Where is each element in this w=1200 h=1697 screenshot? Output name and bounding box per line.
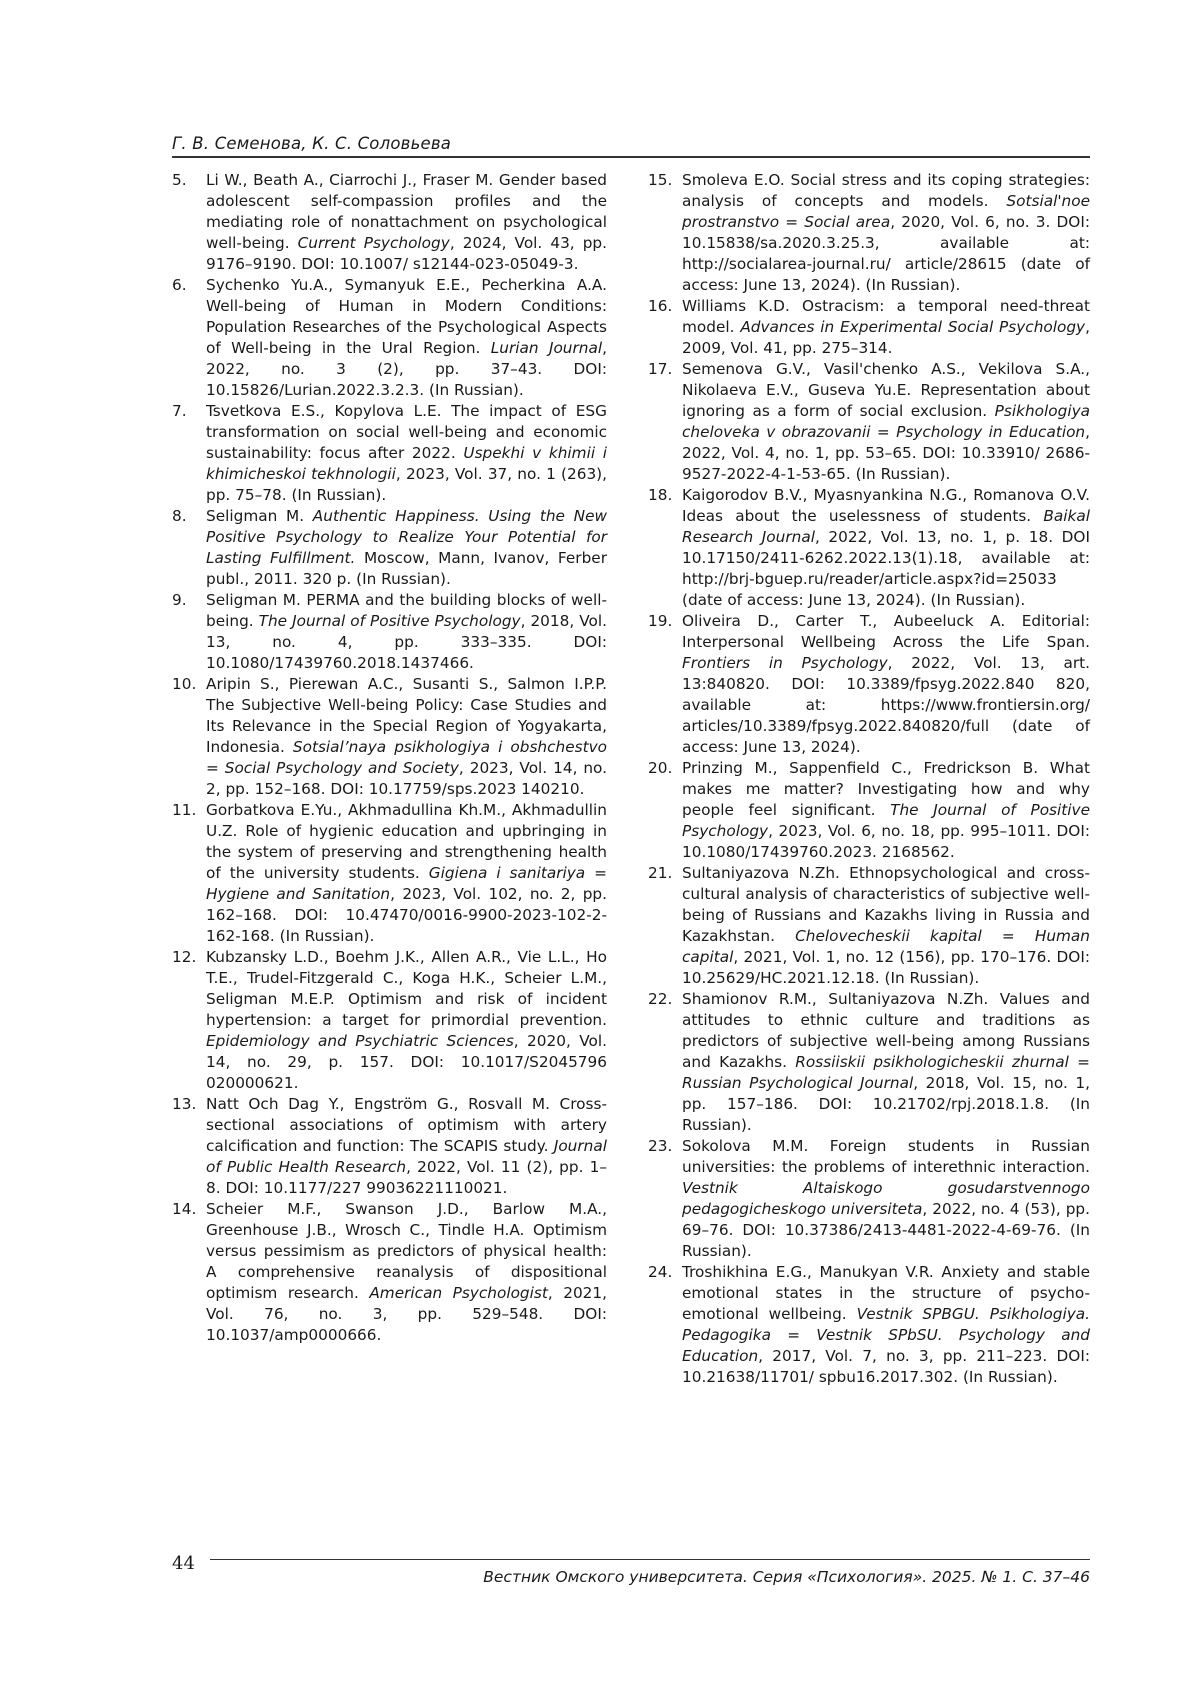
reference-item: [648, 611, 1090, 758]
reference-item: [172, 275, 607, 401]
reference-item: [648, 758, 1090, 863]
reference-text-part: , 2023, Vol. 6, no. 18, pp. 995–1011. DOI: 10.1080/17439760.2023. 2168562.: [682, 822, 1090, 861]
reference-text-part: Smoleva E.O. Social stress and its coping strategies: analysis of concepts and models.: [682, 171, 1090, 210]
reference-number: 22.: [648, 990, 673, 1008]
reference-text-part: , 2024, Vol. 43, pp. 9176–9190. DOI: 10.1007/ s12144-023-05049-3.: [206, 234, 607, 273]
reference-text-part: Aripin S., Pierewan A.C., Susanti S., Salmon I.P.P. The Subjective Well-being Policy: Case Studies and Its Relevance in the Special Region of Yogyakarta, Indonesia.: [206, 675, 607, 756]
reference-text-part: , 2017, Vol. 7, no. 3, pp. 211–223. DOI: 10.21638/11701/ spbu16.2017.302. (In Russian).: [682, 1347, 1090, 1386]
running-head-authors: Г. В. Семенова, К. С. Соловьева: [172, 134, 452, 153]
reference-text-part: Williams K.D. Ostracism: a temporal need-threat model.: [682, 297, 1090, 336]
reference-text: [682, 1136, 1090, 1262]
reference-text-part: Moscow, Mann, Ivanov, Ferber publ., 2011. 320 p. (In Russian).: [206, 549, 607, 588]
reference-item: [172, 506, 607, 590]
reference-source-title: Vestnik Altaiskogo gosudarstvennogo pedagogicheskogo universiteta: [682, 1179, 1090, 1218]
reference-text: [682, 863, 1090, 989]
reference-source-title: Frontiers in Psychology: [682, 654, 888, 672]
reference-number: 8.: [172, 507, 187, 525]
reference-text: [682, 359, 1090, 485]
reference-text: [682, 989, 1090, 1136]
reference-source-title: Current Psychology: [297, 234, 450, 252]
reference-text: [206, 506, 607, 590]
reference-text: [206, 800, 607, 947]
reference-text-part: Kubzansky L.D., Boehm J.K., Allen A.R., Vie L.L., Ho T.E., Trudel-Fitzgerald C., Koga H.K., Scheier L.M., Seligman M.E.P. Optimism and risk of incident hypertension: a target for primordial prevention.: [206, 948, 607, 1029]
reference-number: 16.: [648, 297, 673, 315]
reference-text: [682, 296, 1090, 359]
reference-number: 18.: [648, 486, 673, 504]
reference-item: [648, 359, 1090, 485]
reference-text-part: , 2023, Vol. 37, no. 1 (263), pp. 75–78. (In Russian).: [206, 465, 608, 504]
reference-item: [172, 170, 607, 275]
reference-text-part: Gorbatkova E.Yu., Akhmadullina Kh.M., Akhmadullin U.Z. Role of hygienic education and upbringing in the system of preserving and strengthening health of the university students.: [206, 801, 607, 882]
reference-number: 5.: [172, 171, 187, 189]
reference-text: [682, 170, 1090, 296]
reference-source-title: Uspekhi v khimii i khimicheskoi tekhnologii: [206, 444, 607, 483]
reference-text-part: Sokolova M.M. Foreign students in Russian universities: the problems of interethnic interaction.: [682, 1137, 1090, 1176]
reference-source-title: Psikhologiya cheloveka v obrazovanii = Psychology in Education: [682, 402, 1090, 441]
reference-source-title: Gigiena i sanitariya = Hygiene and Sanitation: [206, 864, 607, 903]
reference-text-part: Tsvetkova E.S., Kopylova L.E. The impact of ESG transformation on social well-being and economic sustainability: focus after 2022.: [206, 402, 607, 462]
reference-text: [206, 590, 607, 674]
reference-item: [648, 296, 1090, 359]
references-left-column: [172, 170, 607, 1346]
reference-number: 17.: [648, 360, 673, 378]
reference-text-part: Li W., Beath A., Ciarrochi J., Fraser M. Gender based adolescent self-compassion profiles and the mediating role of nonattachment on psychological well-being.: [206, 171, 607, 252]
reference-item: [648, 989, 1090, 1136]
reference-text-part: Shamionov R.M., Sultaniyazova N.Zh. Values and attitudes to ethnic culture and traditions as predictors of subjective well-being among Russians and Kazakhs.: [682, 990, 1090, 1071]
reference-text: [206, 1199, 607, 1346]
reference-number: 10.: [172, 675, 197, 693]
reference-text-part: , 2022, Vol. 13, no. 1, p. 18. DOI 10.17150/2411-6262.2022.13(1).18, available at: http://brj-bguep.ru/reader/article.aspx?id=25033 (date of access: June 13, 2024). (In Russian).: [682, 528, 1090, 609]
reference-text: [206, 1094, 607, 1199]
reference-text-part: , 2021, Vol. 76, no. 3, pp. 529–548. DOI: 10.1037/amp0000666.: [206, 1284, 608, 1344]
reference-text-part: Semenova G.V., Vasil'chenko A.S., Vekilova S.A., Nikolaeva E.V., Guseva Yu.E. Representation about ignoring as a form of social exclusion.: [682, 360, 1090, 420]
reference-source-title: The Journal of Positive Psychology: [682, 801, 1090, 840]
reference-item: [172, 674, 607, 800]
reference-text-part: Kaigorodov B.V., Myasnyankina N.G., Romanova O.V. Ideas about the uselessness of students.: [682, 486, 1090, 525]
reference-source-title: Vestnik SPBGU. Psikhologiya. Pedagogika = Vestnik SPbSU. Psychology and Education: [682, 1305, 1090, 1365]
reference-item: [172, 947, 607, 1094]
reference-number: 12.: [172, 948, 197, 966]
reference-source-title: Journal of Public Health Research: [206, 1137, 607, 1176]
references-right-column: [648, 170, 1090, 1388]
reference-text-part: , 2022, no. 3 (2), pp. 37–43. DOI: 10.15826/Lurian.2022.3.2.3. (In Russian).: [206, 339, 607, 399]
reference-text-part: Sultaniyazova N.Zh. Ethnopsychological and cross-cultural analysis of characteristics of subjective well-being of Russians and Kazakhs living in Russia and Kazakhstan.: [682, 864, 1090, 945]
reference-item: [648, 1136, 1090, 1262]
reference-number: 14.: [172, 1200, 197, 1218]
reference-source-title: Baikal Research Journal: [682, 507, 1090, 546]
reference-item: [172, 401, 607, 506]
reference-source-title: Sotsial’naya psikhologiya i obshchestvo = Social Psychology and Society: [206, 738, 608, 777]
reference-text-part: , 2021, Vol. 1, no. 12 (156), pp. 170–176. DOI: 10.25629/HC.2021.12.18. (In Russian).: [682, 948, 1090, 987]
reference-item: [172, 1199, 607, 1346]
reference-number: 19.: [648, 612, 673, 630]
reference-item: [648, 1262, 1090, 1388]
reference-source-title: Advances in Experimental Social Psychology: [740, 318, 1086, 336]
reference-text-part: , 2022, Vol. 13, art. 13:840820. DOI: 10.3389/fpsyg.2022.840 820, available at: https://www.frontiersin.org/ articles/10.3389/fpsyg.2022.840820/full (date of access: June 13, 2024).: [682, 654, 1090, 756]
reference-text-part: , 2018, Vol. 15, no. 1, pp. 157–186. DOI: 10.21702/rpj.2018.1.8. (In Russian).: [682, 1074, 1090, 1134]
reference-text-part: Scheier M.F., Swanson J.D., Barlow M.A., Greenhouse J.B., Wrosch C., Tindle H.A. Optimism versus pessimism as predictors of physical health: A comprehensive reanalysis of dispositional optimism research.: [206, 1200, 607, 1302]
reference-item: [172, 1094, 607, 1199]
reference-number: 13.: [172, 1095, 197, 1113]
reference-text: [682, 485, 1090, 611]
reference-text-part: Sychenko Yu.A., Symanyuk E.E., Pecherkina A.A. Well-being of Human in Modern Conditions: Population Researches of the Psychological Aspects of Well-being in the Ural Region.: [206, 276, 607, 357]
reference-number: 20.: [648, 759, 673, 777]
reference-text: [206, 947, 607, 1094]
reference-text-part: Natt Och Dag Y., Engström G., Rosvall M. Cross-sectional associations of optimism with artery calcification and function: The SCAPIS study.: [206, 1095, 607, 1155]
reference-source-title: Authentic Happiness. Using the New Positive Psychology to Realize Your Potential for Lasting Fulfillment.: [206, 507, 608, 567]
reference-number: 15.: [648, 171, 673, 189]
reference-text-part: Seligman M. PERMA and the building blocks of well-being.: [206, 591, 607, 630]
reference-item: [648, 170, 1090, 296]
reference-text-part: , 2020, Vol. 14, no. 29, p. 157. DOI: 10.1017/S2045796 020000621.: [206, 1032, 607, 1092]
reference-item: [172, 800, 607, 947]
reference-text: [206, 401, 607, 506]
reference-text-part: Prinzing M., Sappenfield C., Fredrickson B. What makes me matter? Investigating how and why people feel significant.: [682, 759, 1090, 819]
reference-item: [648, 485, 1090, 611]
reference-text-part: , 2018, Vol. 13, no. 4, pp. 333–335. DOI: 10.1080/17439760.2018.1437466.: [206, 612, 607, 672]
page-number: 44: [172, 1553, 195, 1574]
reference-source-title: Epidemiology and Psychiatric Sciences: [206, 1032, 514, 1050]
reference-number: 23.: [648, 1137, 673, 1155]
reference-number: 11.: [172, 801, 197, 819]
reference-text-part: , 2023, Vol. 14, no. 2, pp. 152–168. DOI: 10.17759/sps.2023 140210.: [206, 759, 607, 798]
reference-source-title: Sotsial'noe prostranstvo = Social area: [682, 192, 1090, 231]
header-divider: [172, 156, 1090, 158]
reference-number: 9.: [172, 591, 187, 609]
reference-text-part: Seligman M.: [206, 507, 313, 525]
reference-text-part: , 2022, Vol. 11 (2), pp. 1–8. DOI: 10.1177/227 99036221110021.: [206, 1158, 607, 1197]
journal-citation: Вестник Омского университета. Серия «Психология». 2025. № 1. С. 37–46: [483, 1568, 1090, 1586]
reference-text-part: Troshikhina E.G., Manukyan V.R. Anxiety and stable emotional states in the structure of psycho-emotional wellbeing.: [682, 1263, 1090, 1323]
reference-text-part: , 2020, Vol. 6, no. 3. DOI: 10.15838/sa.2020.3.25.3, available at: http://socialarea-journal.ru/ article/28615 (date of access: June 13, 2024). (In Russian).: [682, 213, 1090, 294]
reference-text: [682, 1262, 1090, 1388]
reference-source-title: Rossiiskii psikhologicheskii zhurnal = Russian Psychological Journal: [682, 1053, 1090, 1092]
reference-text: [206, 674, 607, 800]
reference-item: [172, 590, 607, 674]
reference-text-part: , 2022, Vol. 4, no. 1, pp. 53–65. DOI: 10.33910/ 2686-9527-2022-4-1-53-65. (In Russian).: [682, 423, 1090, 483]
reference-text-part: , 2023, Vol. 102, no. 2, pp. 162–168. DOI: 10.47470/0016-9900-2023-102-2-162-168. (In Russian).: [206, 885, 607, 945]
reference-source-title: The Journal of Positive Psychology: [258, 612, 521, 630]
reference-text-part: Oliveira D., Carter T., Aubeeluck A. Editorial: Interpersonal Wellbeing Across the Life Span.: [682, 612, 1090, 651]
reference-source-title: Chelovecheskii kapital = Human capital: [682, 927, 1090, 966]
reference-number: 7.: [172, 402, 187, 420]
reference-number: 21.: [648, 864, 673, 882]
reference-text: [206, 170, 607, 275]
reference-text-part: , 2009, Vol. 41, pp. 275–314.: [682, 318, 1090, 357]
reference-text: [206, 275, 607, 401]
reference-source-title: American Psychologist: [369, 1284, 548, 1302]
reference-text: [682, 611, 1090, 758]
footer-divider: [210, 1559, 1090, 1560]
reference-number: 24.: [648, 1263, 673, 1281]
reference-text: [682, 758, 1090, 863]
reference-text-part: , 2022, no. 4 (53), pp. 69–76. DOI: 10.37386/2413-4481-2022-4-69-76. (In Russian).: [682, 1200, 1090, 1260]
reference-number: 6.: [172, 276, 187, 294]
reference-source-title: Lurian Journal: [490, 339, 603, 357]
reference-item: [648, 863, 1090, 989]
